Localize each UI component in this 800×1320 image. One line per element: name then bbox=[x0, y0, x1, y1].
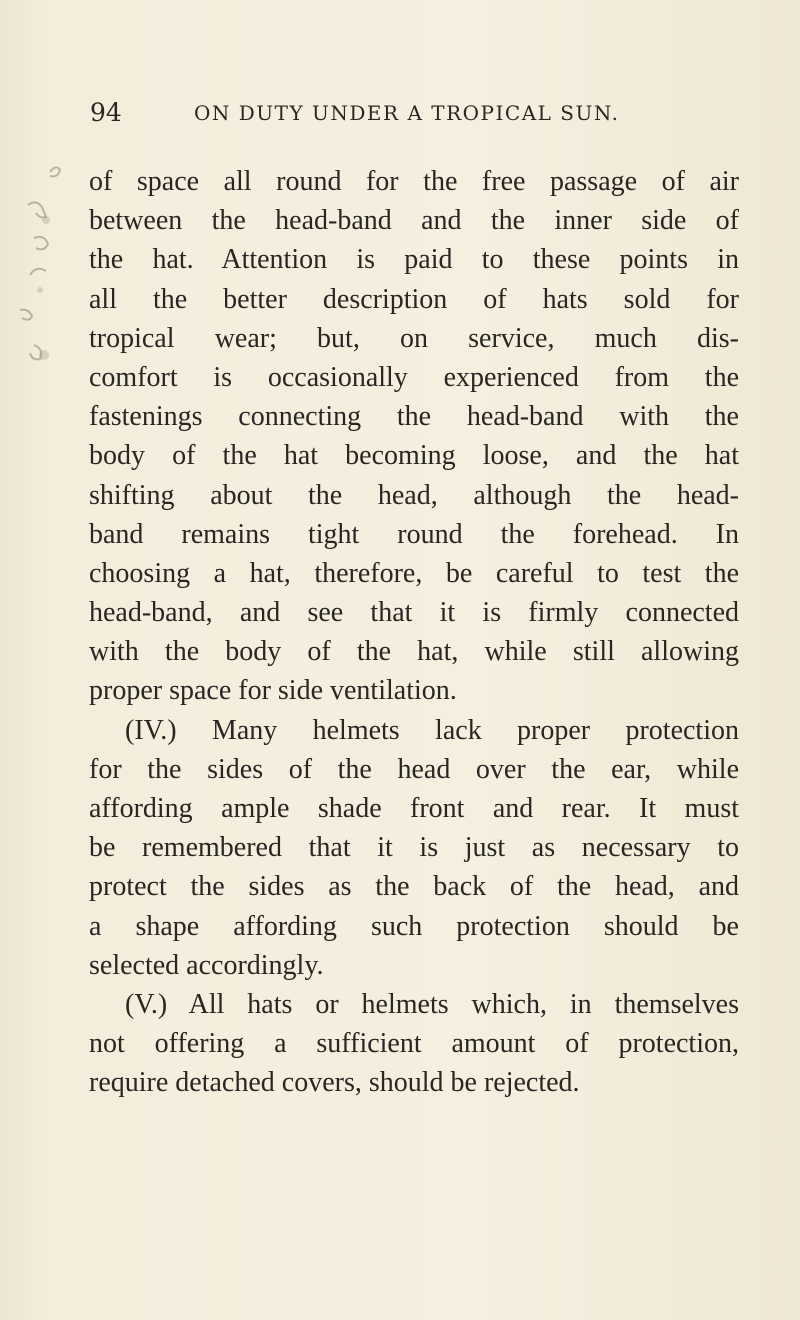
text-line: selected accordingly. bbox=[89, 949, 324, 981]
text-line: comfort is occasionally experienced from the bbox=[89, 361, 739, 393]
text-line: protect the sides as the back of the head, and bbox=[89, 871, 739, 903]
text-line: not offering a sufficient amount of protection, bbox=[89, 1028, 739, 1060]
text-line: body of the hat becoming loose, and the hat bbox=[89, 440, 739, 472]
margin-stain-mark bbox=[0, 150, 70, 410]
running-head: ON DUTY UNDER A TROPICAL SUN. bbox=[194, 101, 620, 125]
text-line: shifting about the head, although the head- bbox=[89, 479, 739, 511]
text-line: of space all round for the free passage of air bbox=[89, 166, 739, 197]
body-text bbox=[89, 162, 739, 1103]
text-line: band remains tight round the forehead. In bbox=[89, 518, 739, 550]
text-line: fastenings connecting the head-band with the bbox=[89, 401, 739, 433]
text-line: require detached covers, should be rejected. bbox=[89, 1067, 580, 1099]
text-line: head-band, and see that it is firmly connected bbox=[89, 597, 739, 629]
text-line: with the body of the hat, while still allowing bbox=[89, 636, 739, 668]
text-line: the hat. Attention is paid to these points in bbox=[89, 244, 739, 276]
text-line: (IV.) Many helmets lack proper protection bbox=[125, 714, 739, 746]
text-line: for the sides of the head over the ear, while bbox=[89, 753, 739, 785]
page-header bbox=[90, 98, 740, 138]
text-line: between the head-band and the inner side of bbox=[89, 205, 739, 237]
text-line: proper space for side ventilation. bbox=[89, 675, 457, 707]
text-line: a shape affording such protection should be bbox=[89, 910, 739, 942]
text-line: (V.) All hats or helmets which, in themselves bbox=[125, 988, 739, 1020]
text-line: choosing a hat, therefore, be careful to test the bbox=[89, 557, 739, 589]
text-line: all the better description of hats sold for bbox=[89, 283, 739, 315]
page-number: 94 bbox=[90, 98, 122, 127]
text-line: tropical wear; but, on service, much dis- bbox=[89, 322, 739, 354]
text-line: be remembered that it is just as necessary to bbox=[89, 832, 739, 864]
text-line: affording ample shade front and rear. It must bbox=[89, 793, 739, 824]
